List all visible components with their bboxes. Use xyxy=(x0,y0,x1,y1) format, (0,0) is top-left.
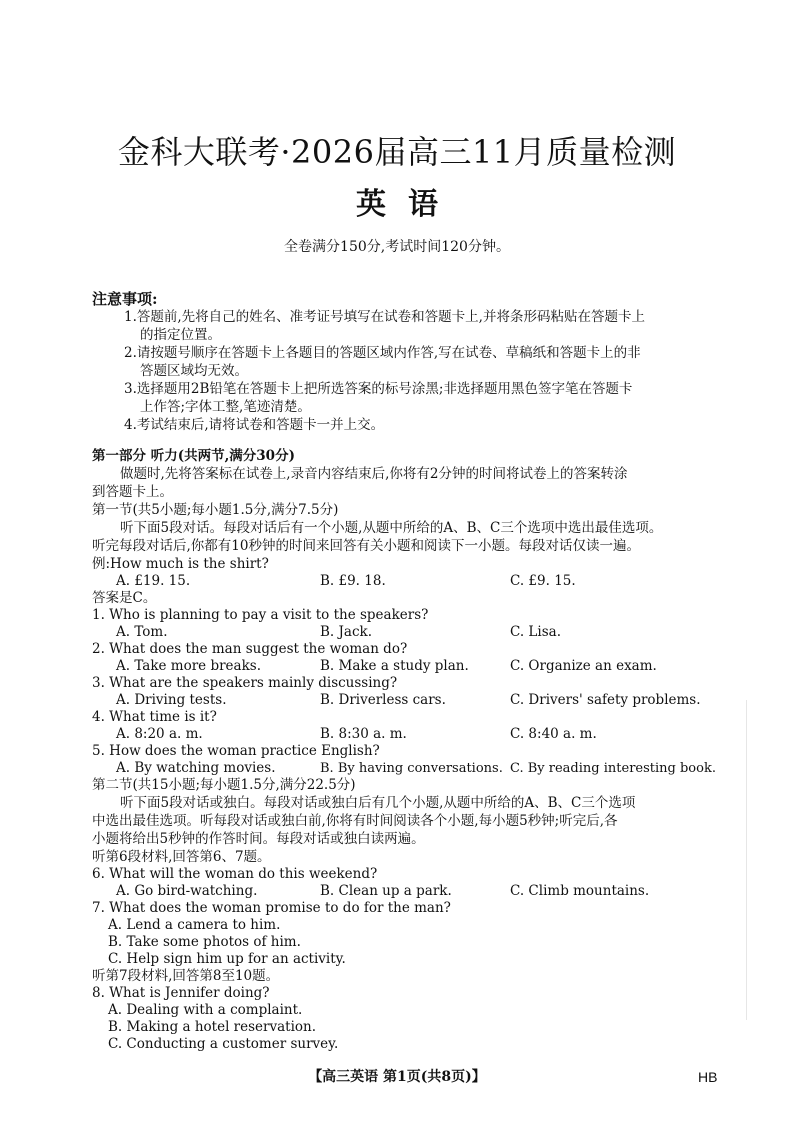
part1-intro-line: 到答题卡上。 xyxy=(92,484,173,500)
note-line: 1.答题前,先将自己的姓名、准考证号填写在试卷和答题卡上,并将条形码粘贴在答题卡上 xyxy=(124,309,645,325)
note-line: 的指定位置。 xyxy=(140,327,221,343)
option-c: C. Lisa. xyxy=(510,624,561,640)
option-a: A. Tom. xyxy=(116,624,168,640)
section1-heading: 第一节(共5小题;每小题1.5分,满分7.5分) xyxy=(92,502,339,518)
question-6: 6. What will the woman do this weekend? xyxy=(92,866,378,882)
question-2: 2. What does the man suggest the woman do? xyxy=(92,641,408,657)
part1-intro-line: 做题时,先将答案标在试卷上,录音内容结束后,你将有2分钟的时间将试卷上的答案转涂 xyxy=(120,466,628,482)
option-b: B. Driverless cars. xyxy=(320,692,446,708)
question-8: 8. What is Jennifer doing? xyxy=(92,985,270,1001)
note-line: 3.选择题用2B铅笔在答题卡上把所选答案的标号涂黑;非选择题用黑色签字笔在答题卡 xyxy=(124,381,633,397)
scan-artifact-line xyxy=(746,700,747,1020)
question-4: 4. What time is it? xyxy=(92,709,217,725)
option-a: A. Driving tests. xyxy=(116,692,227,708)
section2-intro-line: 小题将给出5秒钟的作答时间。每段对话或独白读两遍。 xyxy=(92,831,425,847)
option-c: C. £9. 15. xyxy=(510,573,576,589)
note-line: 4.考试结束后,请将试卷和答题卡一并上交。 xyxy=(124,417,385,433)
question-7: 7. What does the woman promise to do for the man? xyxy=(92,900,451,916)
section1-intro-line: 听下面5段对话。每段对话后有一个小题,从题中所给的A、B、C三个选项中选出最佳选项。 xyxy=(120,520,663,536)
section2-heading: 第二节(共15小题;每小题1.5分,满分22.5分) xyxy=(92,777,356,793)
example-question: 例:How much is the shirt? xyxy=(92,556,269,572)
option-c: C. Conducting a customer survey. xyxy=(108,1036,339,1052)
option-c: C. Drivers' safety problems. xyxy=(510,692,701,708)
material-7-heading: 听第7段材料,回答第8至10题。 xyxy=(92,968,280,984)
page-footer: 【高三英语 第1页(共8页)】 xyxy=(308,1069,486,1085)
option-c: C. 8:40 a. m. xyxy=(510,726,597,742)
section1-intro-line: 听完每段对话后,你都有10秒钟的时间来回答有关小题和阅读下一小题。每段对话仅读一遍。 xyxy=(92,538,640,554)
option-c: C. Organize an exam. xyxy=(510,658,657,674)
section2-intro-line: 听下面5段对话或独白。每段对话或独白后有几个小题,从题中所给的A、B、C三个选项 xyxy=(120,795,636,811)
notes-heading: 注意事项: xyxy=(92,290,158,308)
option-b: B. Jack. xyxy=(320,624,372,640)
option-b: B. Clean up a park. xyxy=(320,883,452,899)
part1-heading: 第一部分 听力(共两节,满分30分) xyxy=(92,448,295,464)
option-b: B. Take some photos of him. xyxy=(108,934,301,950)
note-line: 上作答;字体工整,笔迹清楚。 xyxy=(140,399,311,415)
question-5: 5. How does the woman practice English? xyxy=(92,743,380,759)
footer-code: HB xyxy=(698,1069,718,1085)
option-c: C. Climb mountains. xyxy=(510,883,650,899)
question-1: 1. Who is planning to pay a visit to the speakers? xyxy=(92,607,429,623)
option-a: A. 8:20 a. m. xyxy=(116,726,203,742)
score-time-line: 全卷满分150分,考试时间120分钟。 xyxy=(284,239,510,255)
question-3: 3. What are the speakers mainly discussing? xyxy=(92,675,398,691)
option-c: C. Help sign him up for an activity. xyxy=(108,951,346,967)
option-a: A. £19. 15. xyxy=(116,573,191,589)
option-b: B. Make a study plan. xyxy=(320,658,469,674)
option-a: A. Take more breaks. xyxy=(116,658,261,674)
exam-title: 金科大联考·2026届高三11月质量检测 xyxy=(117,133,677,171)
material-6-heading: 听第6段材料,回答第6、7题。 xyxy=(92,849,271,865)
option-b: B. £9. 18. xyxy=(320,573,386,589)
option-b: B. Making a hotel reservation. xyxy=(108,1019,317,1035)
option-b: B. By having conversations. xyxy=(320,761,503,776)
example-answer: 答案是C。 xyxy=(92,590,157,606)
option-a: A. Go bird-watching. xyxy=(116,883,258,899)
note-line: 2.请按题号顺序在答题卡上各题目的答题区域内作答,写在试卷、草稿纸和答题卡上的非 xyxy=(124,345,641,361)
option-a: A. Lend a camera to him. xyxy=(108,917,281,933)
option-a: A. By watching movies. xyxy=(116,760,276,776)
option-a: A. Dealing with a complaint. xyxy=(108,1002,303,1018)
subject-title: 英语 xyxy=(356,187,460,222)
section2-intro-line: 中选出最佳选项。听每段对话或独白前,你将有时间阅读各个小题,每小题5秒钟;听完后,各 xyxy=(92,813,618,829)
option-c: C. By reading interesting book. xyxy=(510,761,716,776)
note-line: 答题区域均无效。 xyxy=(140,363,248,379)
option-b: B. 8:30 a. m. xyxy=(320,726,407,742)
